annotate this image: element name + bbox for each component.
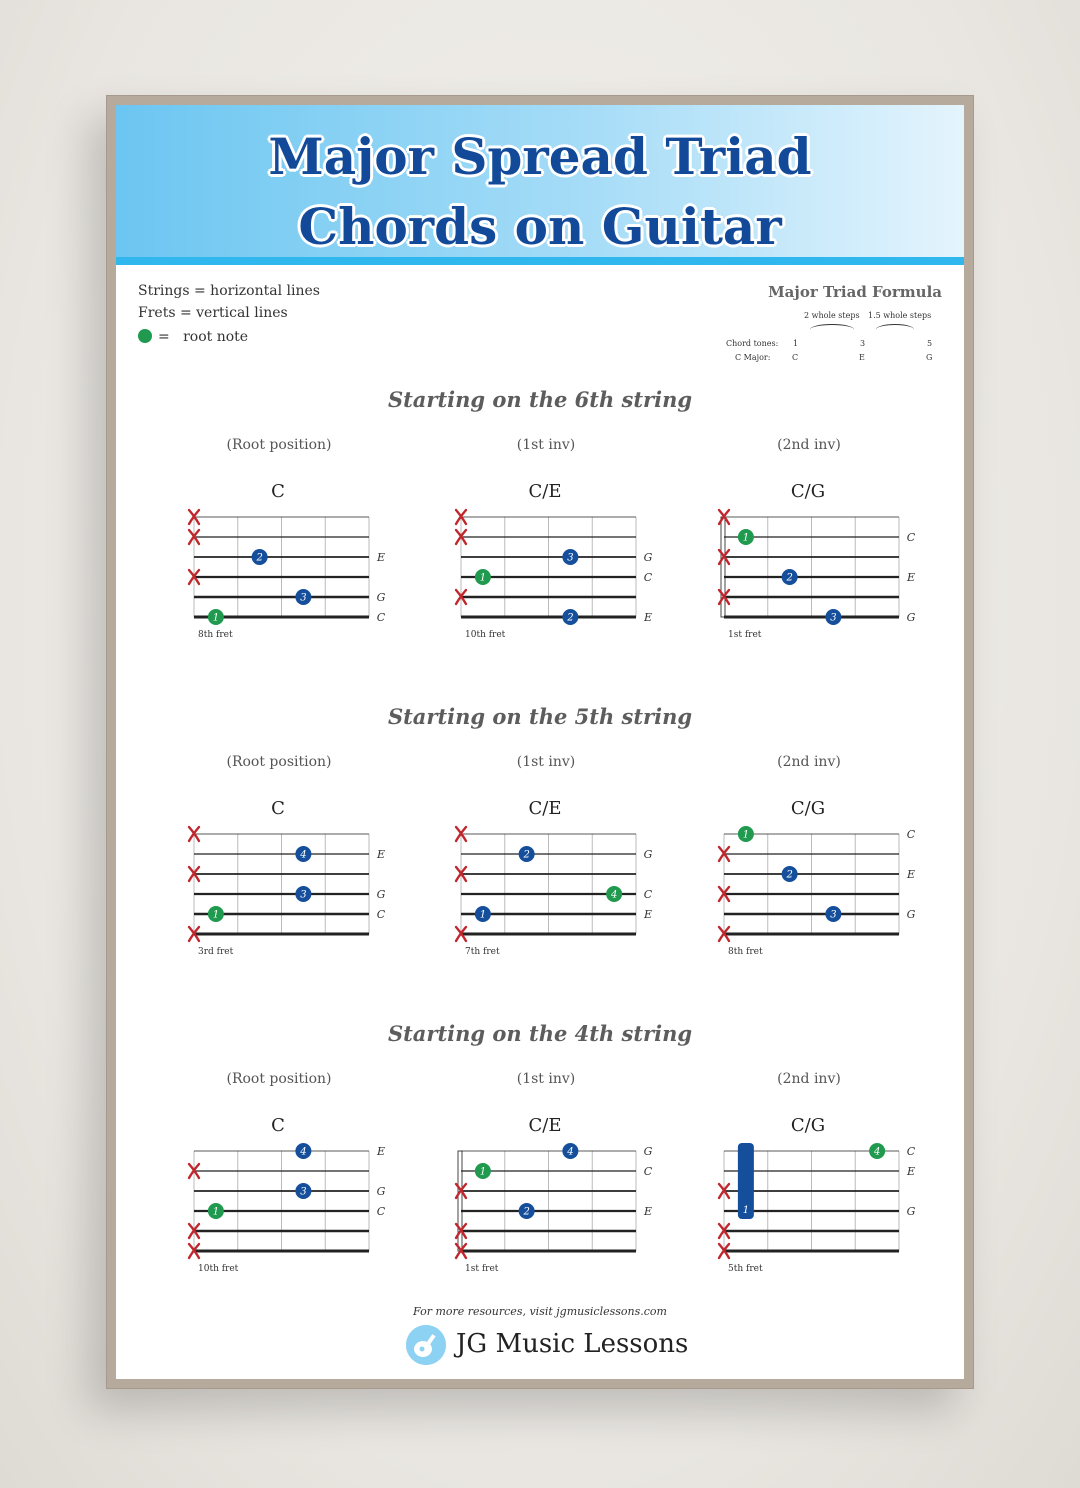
formula-note: G [926,353,933,362]
fret-position-label: 8th fret [198,630,233,640]
finger-number: 2 [256,552,263,564]
finger-number: 2 [567,612,574,624]
string-note-label: E [643,908,653,921]
string-note-label: C [376,1205,386,1218]
chord-name: C/G [790,798,826,819]
legend-root-eq: = [158,329,170,345]
string-note-label: C [643,1165,653,1178]
finger-number: 2 [786,572,793,584]
formula-arc-1 [810,324,854,335]
chord-diagram [441,507,671,647]
chord-position-label: (1st inv) [516,754,576,770]
poster-frame [106,95,974,1389]
fret-position-label: 8th fret [728,947,763,957]
chord-name: C/E [528,798,562,819]
string-note-label: C [906,828,916,841]
string-note-label: G [376,1185,386,1198]
chord-name: C/E [528,481,562,502]
header-divider [116,257,964,265]
chord-diagram [441,1141,671,1281]
chord-name: C [271,1115,285,1136]
string-note-label: C [643,888,653,901]
fretboard-svg [704,1141,934,1281]
chord-position-label: (Root position) [226,1071,332,1087]
fretboard-svg [441,1141,671,1281]
fret-position-label: 10th fret [198,1264,239,1274]
formula-tones-label: Chord tones: [726,339,779,348]
root-note-dot-icon [138,329,152,343]
finger-number: 1 [212,612,220,624]
legend-strings: Strings = horizontal lines [138,283,320,299]
fretboard-svg [704,507,934,647]
string-note-label: E [376,1145,386,1158]
chord-diagram [704,507,934,647]
finger-number: 3 [830,909,837,921]
chord-position-label: (1st inv) [516,1071,576,1087]
fret-position-label: 5th fret [728,1264,763,1274]
string-note-label: G [643,1145,653,1158]
string-note-label: E [906,868,916,881]
formula-title: Major Triad Formula [768,283,942,301]
formula-note: C [792,353,799,362]
chord-position-label: (2nd inv) [777,437,841,453]
fretboard-svg [441,507,671,647]
finger-number: 3 [567,552,574,564]
nut [721,517,725,617]
string-note-label: E [906,1165,916,1178]
string-note-label: G [376,888,386,901]
poster-header [116,105,964,265]
finger-number: 4 [300,1146,307,1158]
chord-diagram [174,1141,404,1281]
fretboard-svg [441,824,671,964]
chord-position-label: (Root position) [226,437,332,453]
finger-number: 2 [523,1206,530,1218]
nut [458,1151,462,1251]
finger-number: 4 [873,1146,881,1158]
brand-name: JG Music Lessons [456,1329,689,1359]
chord-name: C [271,798,285,819]
finger-number: 1 [479,909,487,921]
fretboard-svg [174,824,404,964]
string-note-label: C [376,611,386,624]
fret-position-label: 10th fret [465,630,506,640]
poster-title-line1: Major Spread Triad [268,127,812,186]
chord-diagram [174,507,404,647]
chord-name: C/G [790,1115,826,1136]
finger-number: 2 [523,849,530,861]
formula-tone: 5 [927,339,933,348]
finger-number: 2 [786,869,793,881]
finger-number: 1 [742,829,750,841]
string-note-label: E [906,571,916,584]
string-note-label: C [906,1145,916,1158]
fret-position-label: 3rd fret [198,947,234,957]
string-note-label: G [643,551,653,564]
formula-step1: 2 whole steps [804,311,860,320]
guitar-logo-icon [406,1325,446,1365]
finger-number: 1 [742,532,750,544]
string-note-label: G [906,908,916,921]
string-note-label: G [376,591,386,604]
formula-tone: 3 [860,339,866,348]
finger-number: 1 [479,1166,487,1178]
chord-position-label: (2nd inv) [777,754,841,770]
chord-position-label: (2nd inv) [777,1071,841,1087]
chord-position-label: (Root position) [226,754,332,770]
string-note-label: C [906,531,916,544]
chord-position-label: (1st inv) [516,437,576,453]
fret-position-label: 7th fret [465,947,500,957]
fretboard-svg [174,1141,404,1281]
finger-number: 4 [300,849,307,861]
chord-name: C/E [528,1115,562,1136]
chord-diagram [174,824,404,964]
section-title: Starting on the 6th string [387,387,693,412]
chord-name: C [271,481,285,502]
formula-step2: 1.5 whole steps [868,311,932,320]
chord-diagram [704,1141,934,1281]
string-note-label: E [643,1205,653,1218]
finger-number: 3 [300,889,307,901]
fret-position-label: 1st fret [465,1264,499,1274]
legend-frets: Frets = vertical lines [138,305,288,321]
string-note-label: C [376,908,386,921]
finger-number: 1 [212,1206,220,1218]
finger-number: 3 [300,592,307,604]
formula-note: E [859,353,865,362]
finger-number: 3 [830,612,837,624]
fretboard-svg [704,824,934,964]
section-title: Starting on the 4th string [387,1021,693,1046]
legend-root-label: root note [183,329,249,345]
fretboard-svg [174,507,404,647]
finger-number: 4 [610,889,618,901]
chord-diagram [704,824,934,964]
string-note-label: C [643,571,653,584]
formula-arc-2 [876,324,914,335]
section-title: Starting on the 5th string [387,704,693,729]
string-note-label: G [906,611,916,624]
finger-number: 4 [567,1146,574,1158]
legend-root [138,329,248,345]
chord-name: C/G [790,481,826,502]
string-note-label: E [376,551,386,564]
string-note-label: E [376,848,386,861]
poster [116,105,964,1379]
string-note-label: E [643,611,653,624]
fret-position-label: 1st fret [728,630,762,640]
barre-finger-number: 1 [742,1205,750,1216]
footer-note: For more resources, visit jgmusiclessons.com [413,1305,667,1318]
poster-title-line2: Chords on Guitar [298,197,782,256]
formula-tone: 1 [793,339,799,348]
finger-number: 1 [479,572,487,584]
finger-number: 1 [212,909,220,921]
chord-diagram [441,824,671,964]
formula-major-label: C Major: [735,353,771,362]
string-note-label: G [906,1205,916,1218]
finger-number: 3 [300,1186,307,1198]
string-note-label: G [643,848,653,861]
